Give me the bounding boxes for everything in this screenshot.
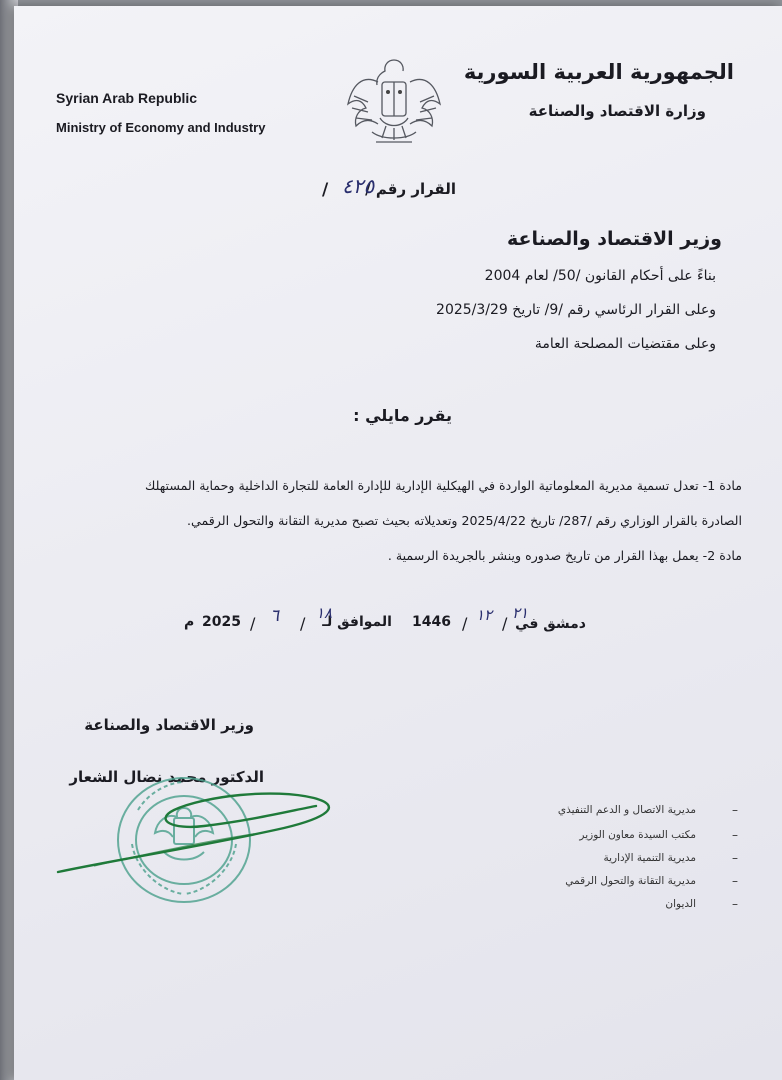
header-english-country: Syrian Arab Republic [56,90,198,106]
date-separator-2: / [462,614,468,633]
article-1-line-2: الصادرة بالقرار الوزاري رقم /287/ تاريخ 2025/4/22 وتعديلاته بحيث تصبح مديرية التقانة والتحول الرقمي. [187,513,742,528]
decision-number-handwritten: ٤٢٥ [342,174,375,198]
syrian-eagle-emblem-icon [342,52,446,156]
date-place: دمشق في [515,616,586,632]
date-greg-day: ١٨ [316,604,333,622]
date-suffix: م [184,614,195,630]
date-separator-1: / [502,614,508,633]
distribution-dash-2: – [732,828,738,842]
date-greg-month: ٦ [270,606,280,626]
distribution-item-5: الديوان [665,898,696,910]
date-separator-4: / [250,614,256,633]
distribution-item-1: مديرية الاتصال و الدعم التنفيذي [557,804,696,816]
document-page [14,6,782,1080]
basis-presidential-decree: وعلى القرار الرئاسي رقم /9/ تاريخ 2025/3/29 [436,302,716,318]
distribution-dash-4: – [732,874,738,888]
decision-number-label: القرار رقم / [365,180,456,198]
date-separator-3: / [300,614,306,633]
distribution-dash-5: – [732,897,738,911]
distribution-dash-3: – [732,851,738,865]
article-1-line-1: مادة 1- تعدل تسمية مديرية المعلوماتية الواردة في الهيكلية الإدارية للإدارة العامة للتجارة الداخلية وحماية المستهلك [144,478,742,493]
date-hijri-year: 1446 [412,614,451,630]
decides-heading: يقرر مايلي : [353,406,452,425]
minister-heading: وزير الاقتصاد والصناعة [507,228,722,250]
date-hijri-month: ١٢ [476,606,493,624]
distribution-item-4: مديرية التقانة والتحول الرقمي [565,875,696,887]
signatory-title: وزير الاقتصاد والصناعة [84,716,254,734]
date-corresponding: الموافق لـ [322,614,392,630]
distribution-dash-1: – [732,803,738,817]
header-arabic-country: الجمهورية العربية السورية [463,60,734,84]
distribution-item-2: مكتب السيدة معاون الوزير [579,829,696,841]
signatory-name: الدكتور محمد نضال الشعار [69,768,264,786]
handwritten-signature-icon [54,776,334,886]
decision-number-close: / [322,180,329,200]
basis-public-interest: وعلى مقتضيات المصلحة العامة [534,336,716,352]
date-greg-year: 2025 [202,614,241,630]
header-english-ministry: Ministry of Economy and Industry [56,120,266,135]
article-2: مادة 2- يعمل بهذا القرار من تاريخ صدوره وينشر بالجريدة الرسمية . [387,548,742,563]
basis-law: بناءً على أحكام القانون /50/ لعام 2004 [484,268,716,284]
header-arabic-ministry: وزارة الاقتصاد والصناعة [528,102,706,120]
date-hijri-day: ٢١ [512,604,529,622]
distribution-item-3: مديرية التنمية الإدارية [603,852,696,864]
